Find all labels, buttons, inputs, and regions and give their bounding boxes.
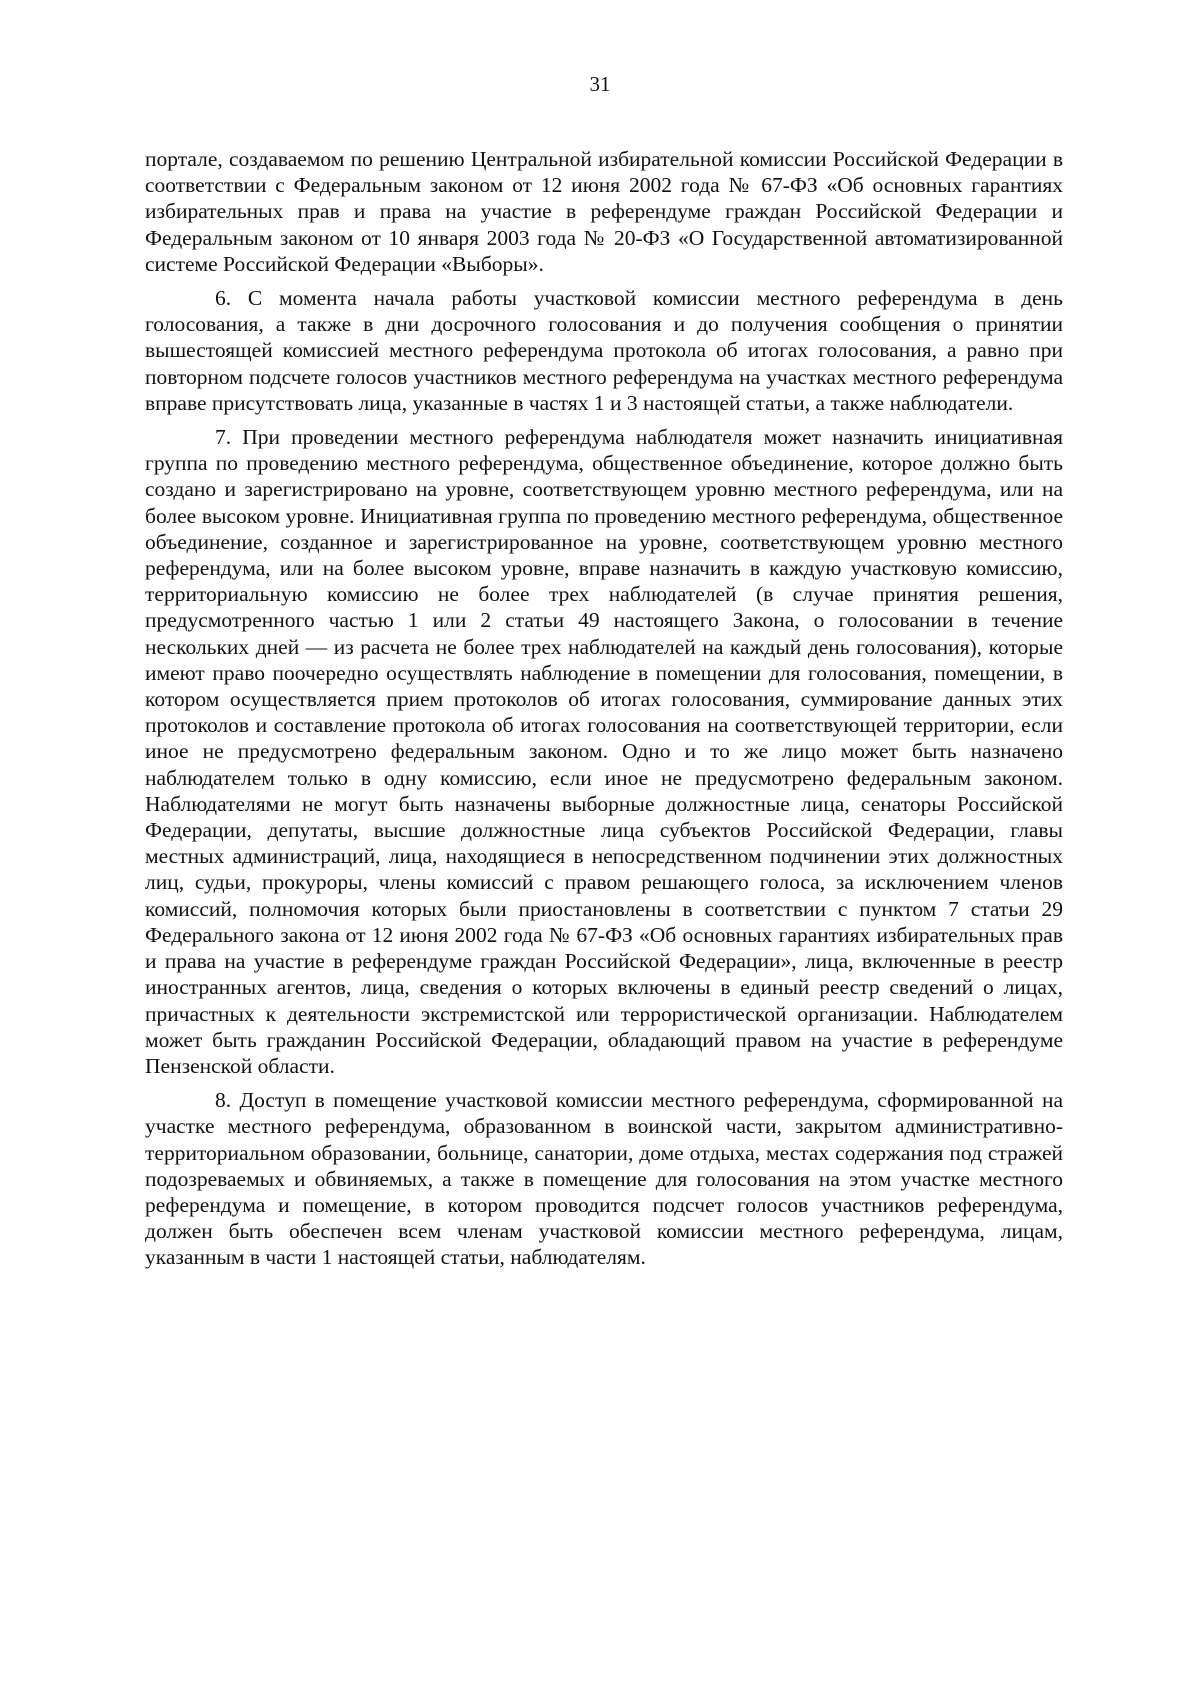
page-number: 31	[589, 72, 611, 96]
paragraph-continuation: порталe, создаваемом по решению Центральной избирательной комиссии Российской Федерации в соответствии с Федеральным законом от 12 июня 2002 года № 67-ФЗ «Об основных гарантиях избирательных прав и права на участие в референдуме граждан Российской Федерации и Федеральным законом от 10 января 2003 года № 20-ФЗ «О Государственной автоматизированной системе Российской Федерации «Выборы».	[145, 147, 1063, 276]
paragraph-8: 8. Доступ в помещение участковой комиссии местного референдума, сформированной на участке местного референдума, образованном в воинской части, закрытом административно-территориальном образовании, больнице, санатории, доме отдыха, местах содержания под стражей подозреваемых и обвиняемых, а также в помещение для голосования на этом участке местного референдума и помещение, в котором проводится подсчет голосов участников референдума, должен быть обеспечен всем членам участковой комиссии местного референдума, лицам, указанным в части 1 настоящей статьи, наблюдателям.	[145, 1088, 1063, 1270]
paragraph-6: 6. С момента начала работы участковой комиссии местного референдума в день голосования, а также в дни досрочного голосования и до получения сообщения о принятии вышестоящей комиссией местного референдума протокола об итогах голосования, а равно при повторном подсчете голосов участников местного референдума на участках местного референдума вправе присутствовать лица, указанные в частях 1 и 3 настоящей статьи, а также наблюдатели.	[145, 286, 1063, 415]
paragraph-7: 7. При проведении местного референдума наблюдателя может назначить инициативная группа по проведению местного референдума, общественное объединение, которое должно быть создано и зарегистрировано на уровне, соответствующем уровню местного референдума, или на более высоком уровне. Инициативная группа по проведению местного референдума, общественное объединение, созданное и зарегистрированное на уровне, соответствующем уровню местного референдума, или на более высоком уровне, вправе назначить в каждую участковую комиссию, территориальную комиссию не более трех наблюдателей (в случае принятия решения, предусмотренного частью 1 или 2 статьи 49 настоящего Закона, о голосовании в течение нескольких дней — из расчета не более трех наблюдателей на каждый день голосования), которые имеют право поочередно осуществлять наблюдение в помещении для голосования, помещении, в котором осуществляется прием протоколов об итогах голосования, суммирование данных этих протоколов и составление протокола об итогах голосования на соответствующей территории, если иное не предусмотрено федеральным законом. Одно и то же лицо может быть назначено наблюдателем только в одну комиссию, если иное не предусмотрено федеральным законом. Наблюдателями не могут быть назначены выборные должностные лица, сенаторы Российской Федерации, депутаты, высшие должностные лица субъектов Российской Федерации, главы местных администраций, лица, находящиеся в непосредственном подчинении этих должностных лиц, судьи, прокуроры, члены комиссий с правом решающего голоса, за исключением членов комиссий, полномочия которых были приостановлены в соответствии с пунктом 7 статьи 29 Федерального закона от 12 июня 2002 года № 67-ФЗ «Об основных гарантиях избирательных прав и права на участие в референдуме граждан Российской Федерации», лица, включенные в реестр иностранных агентов, лица, сведения о которых включены в единый реестр сведений о лицах, причастных к деятельности экстремистской или террористической организации. Наблюдателем может быть гражданин Российской Федерации, обладающий правом на участие в референдуме Пензенской области.	[145, 425, 1063, 1078]
document-body	[145, 146, 1063, 1279]
